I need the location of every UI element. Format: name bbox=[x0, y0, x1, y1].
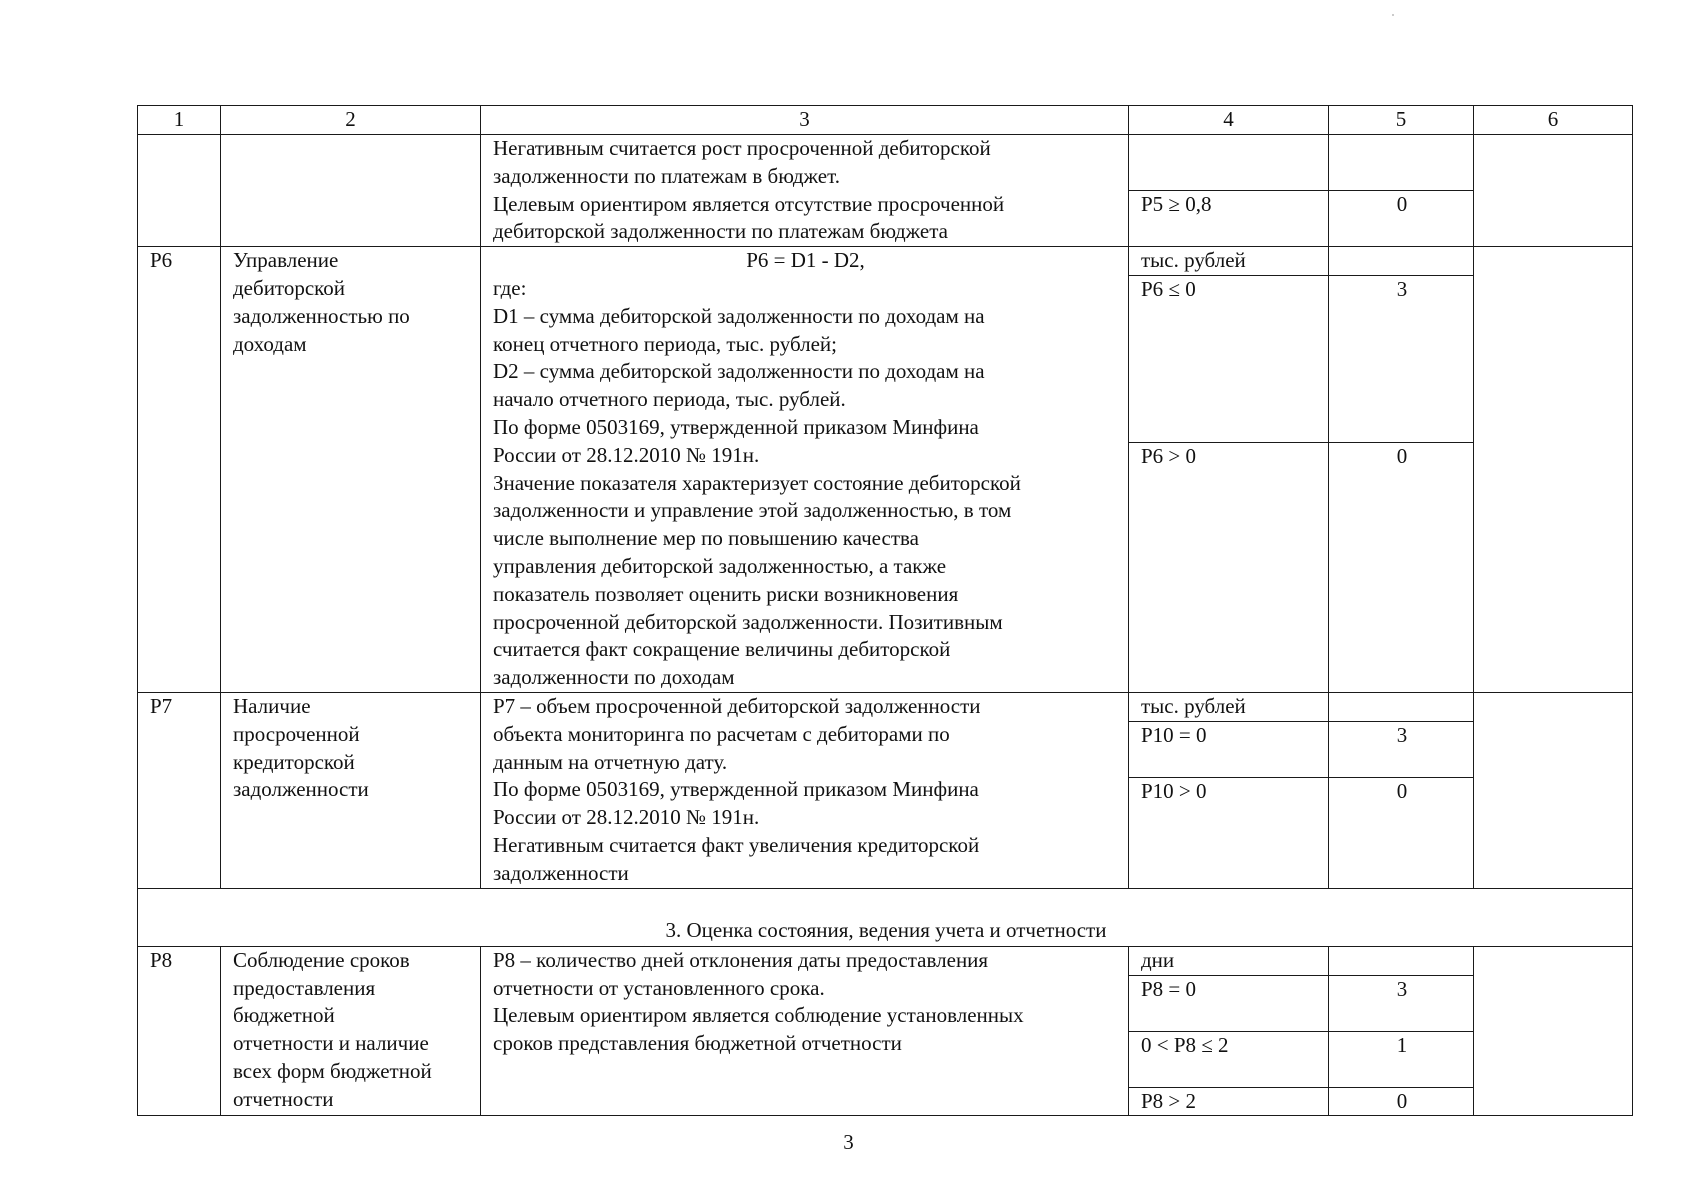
p5-description-cell bbox=[481, 135, 1129, 247]
p7-text-line: P7 – объем просроченной дебиторской задолженности bbox=[493, 693, 981, 718]
p6-text-line: числе выполнение мер по повышению качества bbox=[493, 526, 919, 551]
p8-name-line: отчетности bbox=[233, 1086, 334, 1111]
header-row bbox=[138, 106, 1633, 135]
p8-score-2: 1 bbox=[1329, 1031, 1474, 1087]
p7-description-cell bbox=[481, 692, 1129, 888]
p7-text-line: Негативным считается факт увеличения кредиторской bbox=[493, 832, 980, 857]
p5-name-cell bbox=[221, 135, 481, 247]
p7-criterion-1: P10 = 0 bbox=[1129, 721, 1329, 777]
p8-score-1: 3 bbox=[1329, 975, 1474, 1031]
p6-unit: тыс. рублей bbox=[1129, 247, 1329, 276]
p8-criterion-3: P8 > 2 bbox=[1129, 1087, 1329, 1116]
p8-text-line: сроков представления бюджетной отчетности bbox=[493, 1031, 902, 1056]
p6-text-line: задолженности по доходам bbox=[493, 665, 735, 690]
p7-col6-cell bbox=[1474, 692, 1633, 888]
p7-text-line: объекта мониторинга по расчетам с дебиторами по bbox=[493, 721, 950, 746]
p8-criterion-1: P8 = 0 bbox=[1129, 975, 1329, 1031]
section-3-heading: 3. Оценка состояния, ведения учета и отчетности bbox=[138, 888, 1633, 946]
p6-name-line: задолженностью по bbox=[233, 303, 410, 328]
p7-name-line: просроченной bbox=[233, 721, 360, 746]
p6-row-unit bbox=[138, 247, 1633, 276]
p5-criterion: P5 ≥ 0,8 bbox=[1129, 191, 1329, 247]
p6-text-line: начало отчетного периода, тыс. рублей. bbox=[493, 387, 846, 412]
p6-text-line: считается факт сокращение величины дебиторской bbox=[493, 637, 951, 662]
p8-row-unit bbox=[138, 946, 1633, 975]
p6-name-cell bbox=[221, 247, 481, 693]
p5-cont-row-1 bbox=[138, 135, 1633, 191]
p5-text-line: Целевым ориентиром является отсутствие просроченной bbox=[493, 191, 1005, 216]
page-number: 3 bbox=[843, 1130, 854, 1154]
p7-text-line: По форме 0503169, утвержденной приказом Минфина bbox=[493, 777, 979, 802]
p7-score-2: 0 bbox=[1329, 777, 1474, 888]
p8-text-line: отчетности от установленного срока. bbox=[493, 975, 825, 1000]
p8-name-line: отчетности и наличие bbox=[233, 1031, 429, 1056]
p6-text-line: просроченной дебиторской задолженности. Позитивным bbox=[493, 609, 1003, 634]
section-3-row bbox=[138, 888, 1633, 946]
p6-text-line: По форме 0503169, утвержденной приказом Минфина bbox=[493, 414, 979, 439]
p7-score-1: 3 bbox=[1329, 721, 1474, 777]
p7-text-line: России от 28.12.2010 № 191н. bbox=[493, 805, 760, 830]
p7-name-line: Наличие bbox=[233, 693, 311, 718]
p7-row-unit bbox=[138, 692, 1633, 721]
p5-text-line: Негативным считается рост просроченной дебиторской bbox=[493, 136, 991, 160]
header-col-6: 6 bbox=[1474, 106, 1633, 135]
p5-score: 0 bbox=[1329, 191, 1474, 247]
p8-name-cell bbox=[221, 946, 481, 1116]
p7-code: P7 bbox=[138, 692, 221, 888]
header-col-5: 5 bbox=[1329, 106, 1474, 135]
p8-text-line: Целевым ориентиром является соблюдение установленных bbox=[493, 1003, 1024, 1028]
p8-unit-score-empty bbox=[1329, 946, 1474, 975]
p8-criterion-2: 0 < P8 ≤ 2 bbox=[1129, 1031, 1329, 1087]
p8-name-line: всех форм бюджетной bbox=[233, 1058, 432, 1083]
p6-name-line: доходам bbox=[233, 331, 307, 356]
p6-text-line: D1 – сумма дебиторской задолженности по доходам на bbox=[493, 303, 985, 328]
p8-name-line: Соблюдение сроков bbox=[233, 947, 410, 972]
p5-code-cell bbox=[138, 135, 221, 247]
p8-col6-cell bbox=[1474, 946, 1633, 1116]
p6-name-line: Управление bbox=[233, 248, 339, 273]
header-col-1: 1 bbox=[138, 106, 221, 135]
p5-text-line: дебиторской задолженности по платежам бюджета bbox=[493, 219, 948, 244]
p6-code: P6 bbox=[138, 247, 221, 693]
p8-unit: дни bbox=[1129, 946, 1329, 975]
p7-name-line: кредиторской bbox=[233, 749, 355, 774]
p7-name-line: задолженности bbox=[233, 777, 369, 802]
p6-score-1: 3 bbox=[1329, 275, 1474, 442]
p6-col6-cell bbox=[1474, 247, 1633, 693]
p6-score-2: 0 bbox=[1329, 442, 1474, 692]
header-col-4: 4 bbox=[1129, 106, 1329, 135]
header-col-2: 2 bbox=[221, 106, 481, 135]
p6-text-line: D2 – сумма дебиторской задолженности по доходам на bbox=[493, 359, 985, 384]
p5-col6-cell bbox=[1474, 135, 1633, 247]
p6-name-line: дебиторской bbox=[233, 275, 346, 300]
p6-criterion-1: P6 ≤ 0 bbox=[1129, 275, 1329, 442]
p5-empty-criterion-cell bbox=[1129, 135, 1329, 191]
p7-name-cell bbox=[221, 692, 481, 888]
p6-text-line: управления дебиторской задолженностью, а также bbox=[493, 553, 947, 578]
p8-text-line: P8 – количество дней отклонения даты предоставления bbox=[493, 947, 989, 972]
p6-criterion-2: P6 > 0 bbox=[1129, 442, 1329, 692]
p7-unit-score-empty bbox=[1329, 692, 1474, 721]
p7-unit: тыс. рублей bbox=[1129, 692, 1329, 721]
p7-criterion-2: P10 > 0 bbox=[1129, 777, 1329, 888]
p7-text-line: данным на отчетную дату. bbox=[493, 749, 728, 774]
p8-name-line: бюджетной bbox=[233, 1003, 335, 1028]
document-table-wrapper bbox=[137, 105, 1632, 1116]
p6-text-line: показатель позволяет оценить риски возникновения bbox=[493, 581, 959, 606]
p8-name-line: предоставления bbox=[233, 975, 376, 1000]
p6-unit-score-empty bbox=[1329, 247, 1474, 276]
p6-text-line: России от 28.12.2010 № 191н. bbox=[493, 442, 760, 467]
p6-text-line: где: bbox=[493, 275, 527, 300]
p6-text-line: задолженности и управление этой задолженностью, в том bbox=[493, 498, 1012, 523]
scan-speck bbox=[1392, 14, 1394, 16]
p6-description-cell bbox=[481, 247, 1129, 693]
p8-code: P8 bbox=[138, 946, 221, 1116]
p5-empty-score-cell bbox=[1329, 135, 1474, 191]
p5-text-line: задолженности по платежам в бюджет. bbox=[493, 163, 840, 188]
p8-description-cell bbox=[481, 946, 1129, 1116]
p6-text-line: Значение показателя характеризует состояние дебиторской bbox=[493, 470, 1021, 495]
p8-score-3: 0 bbox=[1329, 1087, 1474, 1116]
indicators-table bbox=[137, 105, 1633, 1116]
header-col-3: 3 bbox=[481, 106, 1129, 135]
p7-text-line: задолженности bbox=[493, 860, 629, 885]
p6-text-line: конец отчетного периода, тыс. рублей; bbox=[493, 331, 838, 356]
p6-formula: P6 = D1 - D2, bbox=[746, 248, 865, 273]
